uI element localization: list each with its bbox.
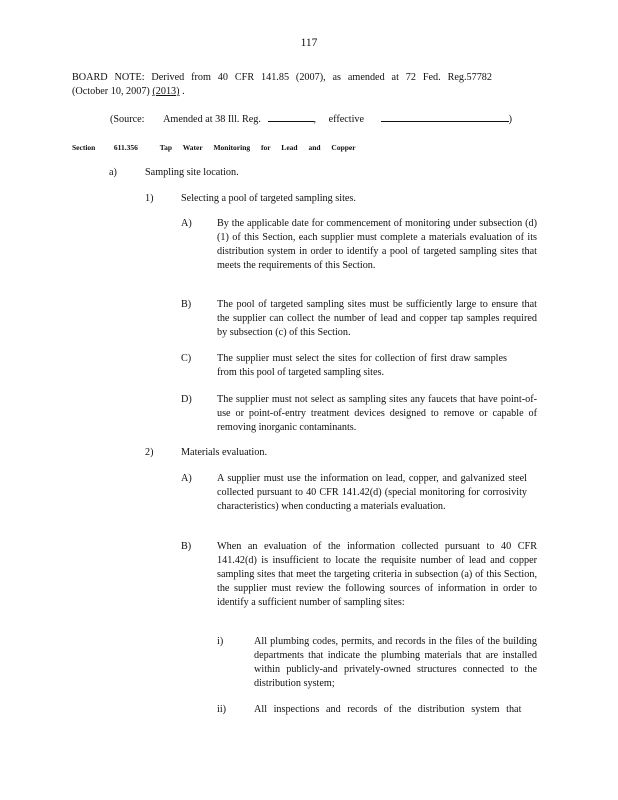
source-close: ) [508,114,512,125]
board-note-date: (October 10, 2007) [72,86,150,97]
board-note [72,71,492,99]
board-note-line2 [72,85,492,99]
item-text: The pool of targeted sampling sites must be sufficiently large to ensure that the supplier can collect the number of lead and copper tap samples required by subsection (c) of this Section. [217,299,537,338]
item-label: A) [181,218,192,229]
source-comma: , [313,114,317,125]
page-number: 117 [300,37,318,49]
item-text: Materials evaluation. [181,447,267,458]
board-note-period: . [182,86,185,97]
item-text: By the applicable date for commencement of monitoring under subsection (d)(1) of this Section, each supplier must complete a materials evaluation of its distribution system in order to identify a pool of targeted sampling sites that meets the requirements of this Section. [217,218,537,271]
item-label: i) [217,636,224,647]
item-label: B) [181,299,192,310]
source-prefix: (Source: [110,114,145,125]
item-text: Selecting a pool of targeted sampling sites. [181,193,356,204]
source-blank-1 [268,112,314,122]
source-amended: Amended at 38 Ill. Reg. [163,114,261,125]
item-text: The supplier must select the sites for collection of first draw samples from this pool of targeted sampling sites. [217,353,507,378]
item-text: All inspections and records of the distribution system that [254,704,522,715]
source-blank-2 [381,112,509,122]
board-note-link[interactable]: (2013) [152,86,180,97]
source-line [110,112,510,127]
item-text: Sampling site location. [145,167,239,178]
item-label: D) [181,394,192,405]
section-title: Tap Water Monitoring for Lead and Copper [159,143,356,152]
board-note-line1: BOARD NOTE: Derived from 40 CFR 141.85 (2007), as amended at 72 Fed. Reg.57782 [72,72,492,83]
item-label: A) [181,473,192,484]
item-label: a) [109,167,117,178]
item-text: When an evaluation of the information collected pursuant to 40 CFR 141.42(d) is insufficient to locate the requisite number of lead and copper sampling sites that meet the targeting criteria in subsection (a) of this Section, the supplier must review the following sources of information in order to identify a sufficient number of sampling sites: [217,541,537,608]
section-word: Section [72,143,96,152]
item-text: All plumbing codes, permits, and records in the files of the building departments that indicate the plumbing materials that are installed within publicly-and privately-owned structures connected to the distribution system; [254,636,537,689]
item-label: C) [181,353,192,364]
section-heading [72,141,356,155]
item-label: 2) [145,447,154,458]
source-effective: effective [328,114,365,125]
section-number: 611.356 [113,143,138,152]
item-label: ii) [217,704,227,715]
item-text: A supplier must use the information on lead, copper, and galvanized steel collected pursuant to 40 CFR 141.42(d) (special monitoring for corrosivity characteristics) when conducting a materials evaluation. [217,473,527,512]
item-text: The supplier must not select as sampling sites any faucets that have point-of-use or point-of-entry treatment devices designed to remove or capable of removing inorganic contaminants. [217,394,537,433]
item-label: B) [181,541,192,552]
item-label: 1) [145,193,154,204]
